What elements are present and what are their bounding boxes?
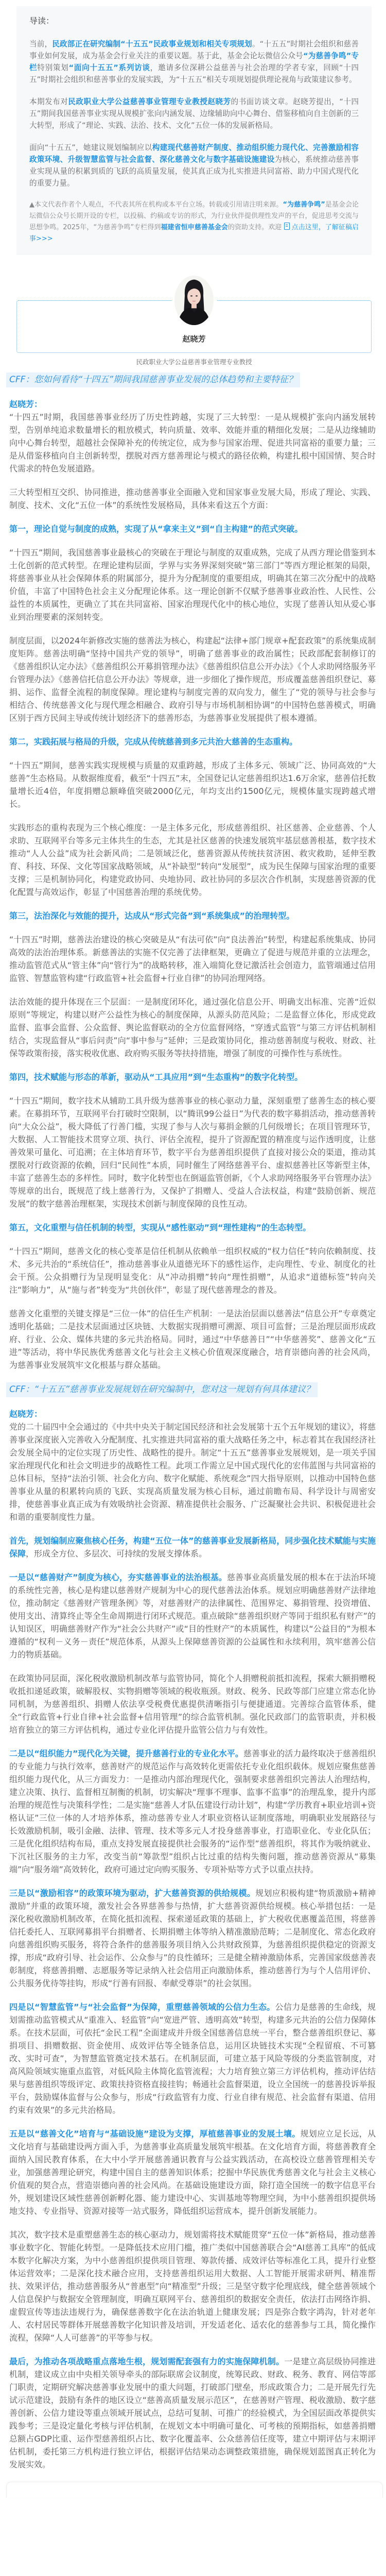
section-heading: 第二，实践拓展与格局的升级，完成从传统慈善到多元共治大慈善的生态重构。 bbox=[9, 737, 298, 747]
highlighted-text: 民政部正在研究编制“十五五”民政事业规划和相关专项规划 bbox=[52, 40, 252, 48]
body-paragraph bbox=[9, 2355, 376, 2471]
intro-title: 导读： bbox=[29, 16, 55, 26]
paragraph-text: 制度层面，以2024年新修改实施的慈善法为核心，构建起“法律+部门规章+配套政策”的系统集成制度矩阵。慈善法明确“坚持中国共产党的领导”，明确了慈善事业的政治属性；民政部配套制修订的《慈善组织认定办法》《慈善组织公开募捐管理办法》《慈善组织信息公开办法》《个人求助网络服务平台管理办法》《慈善信托信息公开办法》等规章，进一步细化了操作规范，形成覆盖慈善组织登记、募捐、运作、监督全流程的制度保障。理论建构与制度完善的双向发力，催生了“党的领导与社会参与相结合、传统慈善文化与现代理念相融合、政府引导与市场机制相协调”的中国特色慈善模式，明确区别于西方民间主导或传统计划经济下的慈善形态，为慈善事业发展提供了根本遵循。 bbox=[9, 636, 376, 723]
body-paragraph bbox=[9, 1747, 376, 1876]
paragraph-text: 慈善文化重塑的关键支撑是“三位一体”的信任生产机制：一是法治层面以慈善法“信息公开”专章奠定透明化基础；二是技术层面通过区块链、大数据实现捐赠可溯源、项目可监督；三是治理层面形成政府、行业、公众、媒体共建的多元共治格局。同时，通过“中华慈善日”“中华慈善奖”、慈善文化“五进”等活动，将中华民族优秀慈善文化与社会主义核心价值观深度融合，培育崇德向善的社会风尚，为慈善事业发展筑牢文化根基与群众基础。 bbox=[9, 1309, 376, 1370]
highlighted-text: 民政职业大学公益慈善事业管理专业教授赵晓芳 bbox=[68, 97, 231, 106]
author-profile bbox=[16, 276, 372, 366]
body-paragraph bbox=[9, 995, 376, 1060]
body-paragraph bbox=[9, 1534, 376, 1560]
interview-question: CFF：您如何看待“十四五”期间我国慈善事业发展的总体趋势和主要特征？ bbox=[6, 372, 300, 387]
body-paragraph bbox=[9, 821, 376, 899]
body-paragraph bbox=[9, 1571, 376, 1661]
body-paragraph bbox=[9, 411, 376, 475]
author-name: 赵晓芳 bbox=[182, 334, 206, 344]
intro-box bbox=[16, 6, 372, 255]
call-for-papers-link[interactable]: 点击这里，了解征稿启事>>> bbox=[29, 224, 359, 243]
body-paragraph bbox=[9, 2228, 376, 2344]
question-row bbox=[9, 1382, 376, 1408]
highlighted-text: 三是以“激励相容”的政策环境为驱动，扩大慈善资源的供给规模。 bbox=[9, 1888, 256, 1898]
paragraph-text: 为核心，系统推动慈善事业实现从量的积累到质的飞跃的高质量发展，使其真正成为扎实推进共同富裕、助力中国式现代化的重要力量。 bbox=[29, 155, 359, 188]
paragraph-text: 面向“十五五”，她建议规划编制应以 bbox=[29, 143, 152, 152]
section-heading: 第三，法治深化与效能的提升，达成从“形式完备”到“系统集成”的治理转型。 bbox=[9, 911, 295, 921]
highlighted-text: 首先，规划编制应聚焦核心任务，构建“五位一体”的慈善事业发展新格局，同步强化技术赋能与实施保障 bbox=[9, 1536, 376, 1558]
section-heading: 第四，技术赋能与形态的革新，驱动从“工具应用”到“生态重构”的数字化转型。 bbox=[9, 1072, 303, 1082]
body-paragraph bbox=[9, 1245, 376, 1296]
body-paragraph bbox=[9, 759, 376, 810]
portrait-image bbox=[174, 276, 214, 325]
paragraph-text: “十四五”时期，慈善法治建设的核心突破是从“有法可依”向“良法善治”转型，构建起系统集成、协同高效的法治治理体系。新慈善法的实施不仅完善了法律框架，更确立了促进与规范并重的立法理念，推动监管范式从“管主体”向“管行为”的战略转移，准入端简化登记激活社会创造力，监管端通过信用监管、智慧监管构建“行政监管+社会监督+行业自律”的协同治理网络。 bbox=[9, 935, 376, 983]
question-row bbox=[9, 372, 376, 398]
highlighted-text: 一是以“慈善财产”制度为核心，夯实慈善事业的法治根基。 bbox=[9, 1572, 227, 1582]
paragraph-text: 法治效能的提升体现在三个层面：一是制度闭环化，通过强化信息公开、明确支出标准、完善“近似原则”等规定，构建以财产公益性为核心的制度保障，从源头防范风险；二是监督立体化，形成党政监督、监事会监督、公众监督、舆论监督联动的全方位监督网络，“穿透式监管”与第三方评估机制相结合，实现监督从“事后问责”向“事中参与”延伸；三是政策协同化，推动慈善制度与税收、财政、社保等政策衔接，落实税收优惠、政府购买服务等扶持措施，增强了制度的可操作性与系统性。 bbox=[9, 997, 376, 1058]
paragraph-text: 其次，数字技术是重塑慈善生态的核心驱动力，规划需将技术赋能贯穿“五位一体”新格局，推动慈善事业数字化、智能化转型。一是降低技术应用门槛，推广类似中国慈善联合会“AI慈善工具库”的低成本数字化解决方案，为中小慈善组织提供项目管理、筹款传播、成效评估等标准化工具，提升行业整体运营效率；二是深化技术融合应用，支持慈善组织运用大数据、人工智能开展需求研判、精准帮扶、效果评估，推动慈善服务从“普惠型”向“精准型”升级；三是坚守数字伦理底线，健全慈善领域个人信息保护与数据安全管理制度，明确互联网平台、慈善组织的数据安全责任，依法打击网络诈捐、虚假宣传等违法违规行为，确保慈善数字化在法治轨道上健康发展；四是弥合数字鸿沟，针对老年人、农村居民等群体开展慈善数字化知识普及培训，开发适老化、适农化的慈善参与工具，简化操作流程，保障“人人可慈善”的平等参与权。 bbox=[9, 2230, 376, 2343]
interview-question: CFF：“十五五”慈善事业发展规划在研究编制中，您对这一规划有何具体建议？ bbox=[6, 1382, 318, 1397]
highlighted-text: “为慈善争鸣”专栏 bbox=[29, 52, 359, 72]
note-text: 是基金会论坛微信公众号长期开设的专栏，以投稿、约稿或专访的形式，为行业伙伴提供理性发声的平台，促进思考交流与思想争鸣。2025年，“为慈善争鸣”专栏得到 bbox=[29, 201, 359, 231]
paragraph-text: “十四五”时期，我国慈善事业经历了历史性跨越，实现了三大转型：一是从规模扩张向内涵发展转型，告别单纯追求数量增长的粗放模式，转向质量、效率、效能并重的精细化发展；二是从边缘辅助向中心舞台转型，超越社会保障补充的传统定位，成为参与国家治理、促进共同富裕的重要力量；三是从借鉴移植向自主创新转型，摆脱对西方慈善理论与模式的路径依赖，构建扎根中国国情、契合时代需求的特色发展道路。 bbox=[9, 412, 376, 473]
highlighted-text: “面向十五五”系列访谈 bbox=[68, 63, 150, 72]
speaker-label: 赵晓芳： bbox=[9, 399, 43, 409]
paragraph-text: 的书面访谈文章。赵晓芳提出，“十四五”期间我国慈善事业实现从规模扩张向内涵发展、边缘辅助向中心舞台、借鉴移植向自主创新的三大转型，形成了“理论、实践、法治、技术、文化”五位一体的发展新格局。 bbox=[29, 97, 359, 130]
paragraph-text: 规划应立足长远，从文化培育与基础建设两方面入手，为慈善事业高质量发展筑牢根基。在文化培育方面，将慈善教育全面纳入国民教育体系，在大中小学开展慈善通识教育与公益实践活动，在高校设立慈善管理相关专业，加强慈善理论研究，构建中国自主的慈善知识体系；挖掘中华民族优秀慈善文化与社会主义核心价值观的契合点，营造崇德向善的社会风尚。在基础设施建设方面，除打造全国统一的数字信息平台外，规划建设区域性慈善创新孵化器、能力建设中心、实训基地等物理空间，为中小慈善组织提供场地支持、专业指导、资源对接等一站式服务，降低组织运营成本，提升创新发展能力。 bbox=[9, 2129, 376, 2216]
paragraph-text: 在政策协同层面，深化税收激励机制改革与监管协同，简化个人捐赠税前抵扣流程，探索大额捐赠税收抵扣递延政策，破解股权、实物捐赠等领域的税收瓶颈。财政、税务、民政等部门应建立常态化协同机制，为慈善组织、捐赠人依法享受税费优惠提供清晰指引与便捷通道。完善综合监管体系，健全“行政监管+行业自律+社会监督+信用管理”的综合监管机制。强化民政部门的监管职责，并积极培育独立的第三方评估机构，通过专业化评估提升监管公信力与有效性。 bbox=[9, 1673, 376, 1735]
body-paragraph bbox=[9, 2001, 376, 2116]
author-title: 民政职业大学公益慈善事业管理专业教授 bbox=[136, 358, 252, 366]
note-text: 的资助支持。欢迎 bbox=[227, 224, 282, 231]
body-paragraph bbox=[9, 1307, 376, 1371]
speaker-label: 赵晓芳： bbox=[9, 1409, 43, 1419]
paragraph-text: 特别策划 bbox=[37, 63, 69, 72]
paragraph-text: 公信力是慈善的生命线，规划需推动监管模式从“重准入、轻监管”向“宽进严管、透明高效”转型，构建多元共治的公信力保障体系。在技术层面，可依托“金民工程”全面建成并升级全国慈善信息统一平台，整合慈善组织登记、募捐项目、捐赠数据、资金使用、成效评估等全链条信息，运用区块链技术实现“全程留痕、不可篡改、实时可查”，为智慧监管奠定技术基石。在机制层面，可建立基于风险等级的分类监管制度，对高风险领域实施重点监管，对低风险主体简化监管流程；大力培育独立第三方评估机构，推动评估结果与慈善组织等级评定、政策扶持资格直接挂钩；畅通社会监督渠道，设立全国统一的慈善投诉举报平台，鼓励媒体监督与公众参与，形成“行政监管有力度、行业自律有规范、社会监督有渠道、信用约束有效果”的多元共治格局。 bbox=[9, 2002, 376, 2115]
interview-body bbox=[9, 372, 376, 2471]
paragraph-text: ，形成全方位、多层次、可持续的发展支撑体系。 bbox=[26, 1549, 207, 1558]
footer-card bbox=[6, 2482, 383, 2498]
intro-paragraph bbox=[29, 142, 359, 189]
body-paragraph bbox=[9, 933, 376, 985]
body-paragraph bbox=[9, 486, 376, 512]
intro-paragraph bbox=[29, 96, 359, 131]
note-text: ▲本文代表作者个人观点，不代表其所在机构或本平台立场。转载或引用请注明来源。 bbox=[29, 201, 283, 209]
body-paragraph bbox=[9, 1672, 376, 1736]
intro-paragraph bbox=[29, 38, 359, 86]
paragraph-text: “十四五”期间，我国慈善事业最核心的突破在于理论与制度的双重成熟，完成了从西方理论借鉴到本土化创新的范式转型。在理论建构层面，学界与实务界深刻突破“第三部门”等西方理论框架的局限，将慈善事业从社会保障体系的附属部分，提升为分配制度的重要组成，明确其在第三次分配中的战略价值，丰富了中国特色社会主义分配理论体系。这一理论创新不仅赋予慈善事业政治性、人民性、公益性的本质属性，更确立了其在共同富裕、国家治理现代化中的核心地位，实现了慈善认知从爱心事业到治理要素的深刻转变。 bbox=[9, 548, 376, 622]
paragraph-text: 规划应积极构建“物质激励+精神激励”并重的政策环境，激发社会各界慈善参与热情，扩大慈善资源供给规模。核心举措包括：一是深化税收激励机制改革，在简化抵扣流程、探索递延政策的基础上，扩大税收优惠覆盖范围，将慈善信托委托人、互联网募捐平台捐赠者、长期捐赠主体等纳入精准激励范畴；二是制度化、常态化政府向慈善组织购买服务，将符合条件的慈善服务项目纳入公共财政预算，为慈善组织提供稳定的资源支撑，形成“政府引导、社会运作、公众参与”的良性循环；三是健全精神激励体系，完善国家级慈善表彰制度，将慈善捐赠、志愿服务等记录纳入社会信用正向激励体系，推动慈善行为与个人信用评价、公共服务优待等挂钩，形成“行善有回报、奉献受尊崇”的社会氛围。 bbox=[9, 1888, 376, 1988]
section-heading: 第五，文化重塑与信任机制的转型，实现从“感性驱动”到“理性建构”的生态转型。 bbox=[9, 1223, 311, 1232]
paragraph-text: 党的二十届四中全会通过的《中共中央关于制定国民经济和社会发展第十五个五年规划的建议》，将慈善事业深度嵌入完善收入分配制度、扎实推进共同富裕的重大战略任务之中，标志着其在我国经济社会发展全局中的定位实现了历史性、战略性的提升。制定“十五五”慈善事业发展规划，是一项关乎国家治理现代化和社会文明进步的战略性工程。此项工作需立足中国式现代化的宏伟蓝图与共同富裕的总体目标，坚持“法治引领、社会化方向、数字化赋能、系统观念”四大指导原则，以推动中国特色慈善事业从量的积累转向质的飞跃、实现高质量发展为核心目标，通过前瞻布局、科学设计与周密安排，使慈善事业真正成为有效吸纳社会资源、精准提供社会服务、广泛凝聚社会共识、积极促进社会和谐的重要制度性力量。 bbox=[9, 1422, 376, 1522]
body-paragraph bbox=[9, 546, 376, 623]
paragraph-text: 实践形态的重构表现为三个核心维度：一是主体多元化，形成慈善组织、社区慈善、企业慈善、个人求助、互联网平台等多元主体共生的生态，尤其是社区慈善的快速发展筑牢基层慈善根基，数字技术推动“人人公益”成为社会新风尚；二是领域泛化，慈善资源从传统扶贫济困、救灾救助，延伸至教育、科技、环保、文化等国家战略领域，从“补缺型”转向“发展型”，成为民生保障与国家治理的重要支撑；三是机制协同化，构建党政协同、央地协同、政社协同的多层次合作机制，实现慈善资源的优化配置与高效运作，彰显了中国慈善治理的系统优势。 bbox=[9, 823, 376, 897]
body-paragraph bbox=[9, 1887, 376, 1990]
paragraph-text: 。“十五五”时期社会组织和慈善事业如何发展，成为基金会行业关注的重要议题。基于此，基金会论坛微信公众号 bbox=[29, 40, 359, 60]
sponsor-link[interactable]: 福建省恒申慈善基金会 bbox=[161, 224, 228, 231]
paragraph-text: ，邀请多位深耕公益慈善与社会治理的学者专家，回顾“十四五”时期社会组织和慈善事业的发展实践，为“十五五”相关专项规划提供理论视角与政策建议参考。 bbox=[29, 63, 359, 84]
section-heading: 第一，理论自觉与制度的成熟，实现了从“拿来主义”到“自主构建”的范式突破。 bbox=[9, 524, 303, 534]
highlighted-text: 四是以“智慧监管”与“社会监督”为保障，重塑慈善领域的公信力生态。 bbox=[9, 2002, 275, 2012]
paragraph-text: 慈善事业高质量发展的根本在于法治环境的系统性完善，核心是构建以慈善财产规制为中心的现代慈善法治体系。规划应明确慈善财产法律地位，推动制定《慈善财产管理条例》等，对慈善财产的法律属性、范围界定、募捐管理、投资增值、使用支出、清算终止等全生命周期进行闭环式规范。重点破除“慈善组织财产等同于组织私有财产”的认知误区，明确慈善财产作为“社会公共财产”或“目的性财产”的本质属性，构建以“公益目的”为根本遵循的“权利－义务－责任”规范体系，从源头上保障慈善资源的公益属性和永续利用，筑牢慈善公信力的物质基础。 bbox=[9, 1572, 376, 1659]
paragraph-text: 本期发布对 bbox=[29, 97, 68, 106]
highlighted-text: 五是以“慈善文化”培育与“基础设施”建设为支撑，厚植慈善事业的发展土壤。 bbox=[9, 2129, 301, 2139]
paragraph-text: 当前， bbox=[29, 40, 52, 48]
paragraph-text: “十四五”期间，慈善实践实现规模与质量的双重跨越，形成了主体多元、领域广泛、协同高效的“大慈善”生态格局。从数据维度看，截至“十四五”末，全国登记认定慈善组织达1.6万余家，慈善信托数量增长近4倍，年度捐赠总额峰值突破2000亿元，年均支出约1500亿元，规模体量实现跨越式增长。 bbox=[9, 760, 376, 809]
body-paragraph bbox=[9, 634, 376, 724]
document-icon bbox=[284, 223, 290, 230]
author-photo bbox=[174, 276, 214, 325]
paragraph-text: 一是建立高层级协同推进机制，建议成立由中央相关领导牵头的部际联席会议制度，统筹民政、财政、税务、教育、网信等部门职责，定期研究解决慈善事业发展中的重大问题，打破部门壁垒，形成政策合力；二是开展先行先试示范建设，鼓励有条件的地区设立“慈善高质量发展示范区”，在慈善财产管理、税收激励、数字慈善创新、公信力建设等重点领域开展试点，总结可复制、可推广的经验模式，为全国层面改革提供实践参考；三是设定量化考核与评估机制，在规划文本中明确可量化、可考核的预期指标，如慈善捐赠总额占GDP比重、运作型慈善组织占比、数字化覆盖率、公众慈善信任度等，建立中期评估与末期评估机制，委托第三方机构进行独立评估，根据评估结果动态调整政策措施，确保规划蓝图真正转化为发展实效。 bbox=[9, 2357, 376, 2469]
highlighted-text: 二是以“组织能力”现代化为关键，提升慈善行业的专业化水平。 bbox=[9, 1749, 243, 1758]
body-paragraph bbox=[9, 1094, 376, 1210]
highlighted-text: 最后，为推动各项战略重点落地生根，规划需配套强有力的实施保障机制。 bbox=[9, 2357, 285, 2366]
intro-paragraphs bbox=[29, 38, 359, 189]
paragraph-text: 慈善事业的活力最终取决于慈善组织的专业能力与执行效率，慈善财产的规范运作与高效转化更需依托专业化组织载体。规划应聚焦慈善组织能力现代化，从三方面发力：一是推动内部治理现代化，强制要求慈善组织完善法人治理结构，建立决策、执行、监督相互制衡的机制，切实解决“理事不理事、监事不监事”的治理乱象，提升内部治理的规范性与决策科学性；二是实施“慈善人才队伍建设行动计划”，构建“学历教育+职业培训+资格认证”三位一体的人才培养体系，推动慈善专业人才职业资格认证制度落地，明确职业发展路径与长效激励机制，吸引金融、法律、管理、技术等多元人才投身慈善事业，打造职业化、专业化队伍；三是优化组织结构布局，重点支持发展直接提供社会服务的“运作型”慈善组织，将其作为吸纳就业、下沉社区服务的主力军，改变当前“筹款型”组织占比过重的结构失衡问题，推动慈善资源从“募集端”向“服务端”高效转化，政府可通过定向购买服务、专项补贴等方式予以重点扶持。 bbox=[9, 1749, 376, 1874]
paragraph-text: “十四五”期间，慈善文化的核心变革是信任机制从依赖单一组织权威的“权力信任”转向依赖制度、技术、多元共治的“系统信任”，推动慈善事业从道德光环下的感性运作，走向理性、专业、制度化的社会干预。公众捐赠行为呈现明显变化：从“冲动捐赠”转向“理性捐赠”，从追求“道德标签”转向关注“影响力”，从“施与者”转变为“共创伙伴”，彰显了现代慈善理念的普及。 bbox=[9, 1246, 376, 1295]
column-name: “为慈善争鸣” bbox=[283, 201, 325, 209]
body-paragraph bbox=[9, 2127, 376, 2217]
body-paragraph bbox=[9, 1420, 376, 1523]
disclaimer-note bbox=[29, 199, 359, 245]
paragraph-text: “十四五”期间，数字技术从辅助工具升级为慈善事业的核心驱动力量，深刻重塑了慈善生态的核心要素。在募捐环节，互联网平台打破时空限制，以“腾讯99公益日”为代表的数字募捐活动，推动慈善转向“大众公益”，极大降低了行善门槛，实现了参与人次与募捐金额的几何级增长；在项目管理环节，大数据、人工智能技术贯穿立项、执行、评估全流程，提升了资源配置的精准度与运作透明度，让慈善效果可量化、可追溯；在主体培育环节，数字平台为慈善组织提供了直接对接公众的渠道，推动其摆脱对行政资源的依赖，回归“民间性”本质，同时催生了网络慈善平台、虚拟慈善社区等新型主体，丰富了慈善生态的多样性。同时，数字化转型也在倒逼监管创新，《个人求助网络服务平台管理办法》等规章的出台，既规范了线上慈善行为，又保护了捐赠人、受益人合法权益，构建“鼓励创新、规范发展”的数字慈善治理框架，实现技术创新与制度保障的良性互动。 bbox=[9, 1096, 376, 1209]
paragraph-text: 三大转型相互交织、协同推进，推动慈善事业全面融入党和国家事业发展大局，形成了理论、实践、制度、技术、文化“五位一体”的系统性发展格局，具体来看这五个方面： bbox=[9, 487, 376, 510]
highlighted-text: 构建现代慈善财产制度、推动组织能力现代化、完善激励相容政策环境、升级智慧监管与社会监督、深化慈善文化与数字基础设施建设 bbox=[29, 143, 359, 164]
